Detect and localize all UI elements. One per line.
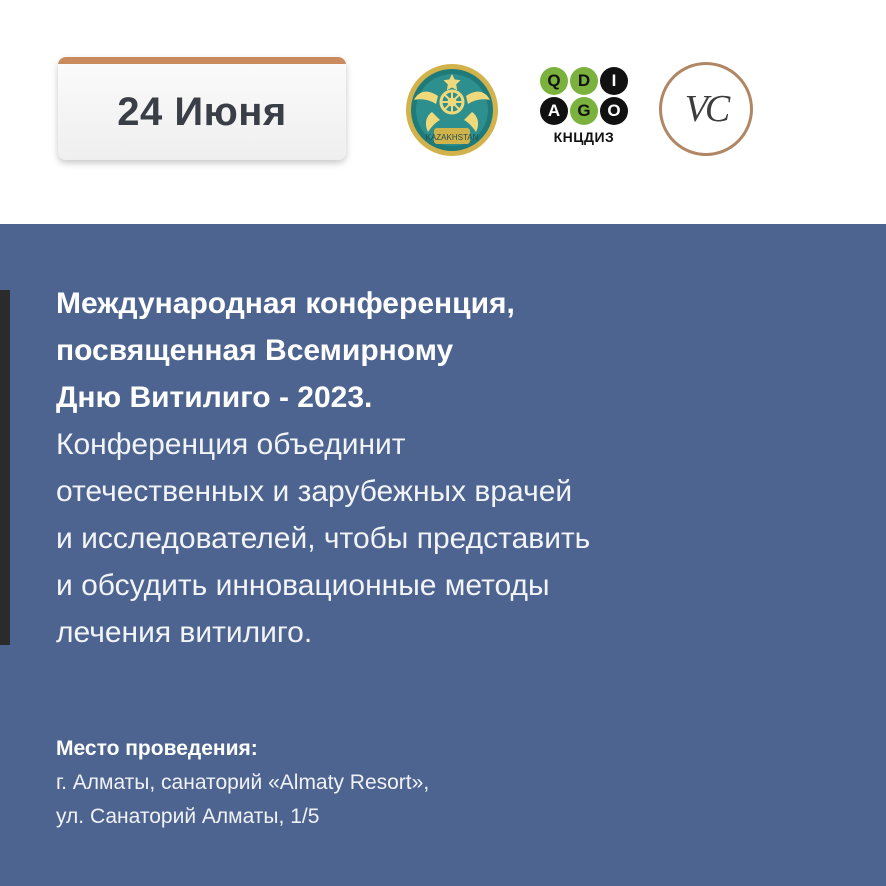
main-band [0, 224, 886, 886]
headline-line-1: Международная конференция, [56, 287, 515, 320]
logo-row [404, 62, 784, 158]
kazakhstan-emblem-icon [404, 62, 500, 158]
subhead-line-5: лечения витилиго. [56, 616, 313, 649]
subhead-line-3: и исследователей, чтобы представить [56, 522, 591, 555]
date-badge-accent-bar [58, 57, 346, 64]
qdi-letter-i: I [600, 67, 628, 95]
subhead-line-2: отечественных и зарубежных врачей [56, 475, 573, 508]
venue-address-line-2: ул. Санаторий Алматы, 1/5 [56, 805, 320, 828]
qdi-letter-d: D [570, 67, 598, 95]
qdi-logo-subtitle: КНЦДИЗ [553, 129, 615, 145]
date-badge [58, 57, 346, 160]
venue-address-line-1: г. Алматы, санаторий «Almaty Resort», [56, 771, 430, 794]
headline-line-3: Дню Витилиго - 2023. [56, 381, 373, 414]
qdi-letter-q: Q [540, 67, 568, 95]
qdi-letter-g: G [570, 97, 598, 125]
venue-block [56, 732, 846, 834]
conference-text-block [56, 280, 846, 656]
vc-logo-label: VC [684, 88, 728, 130]
qdi-letter-o: O [600, 97, 628, 125]
subhead-line-4: и обсудить инновационные методы [56, 569, 550, 602]
headline-line-2: посвященная Всемирному [56, 334, 454, 367]
subhead-line-1: Конференция объединит [56, 428, 406, 461]
vc-logo [659, 62, 753, 156]
header-band [0, 0, 886, 224]
qdi-ago-logo [532, 66, 636, 156]
svg-text:KAZAKHSTAN: KAZAKHSTAN [425, 133, 479, 142]
qdi-logo-line2 [539, 96, 629, 126]
qdi-logo-line1 [539, 66, 629, 96]
qdi-letter-a: A [540, 97, 568, 125]
left-accent-bar [0, 290, 10, 645]
date-badge-text: 24 Июня [117, 89, 287, 134]
venue-label: Место проведения: [56, 737, 258, 760]
